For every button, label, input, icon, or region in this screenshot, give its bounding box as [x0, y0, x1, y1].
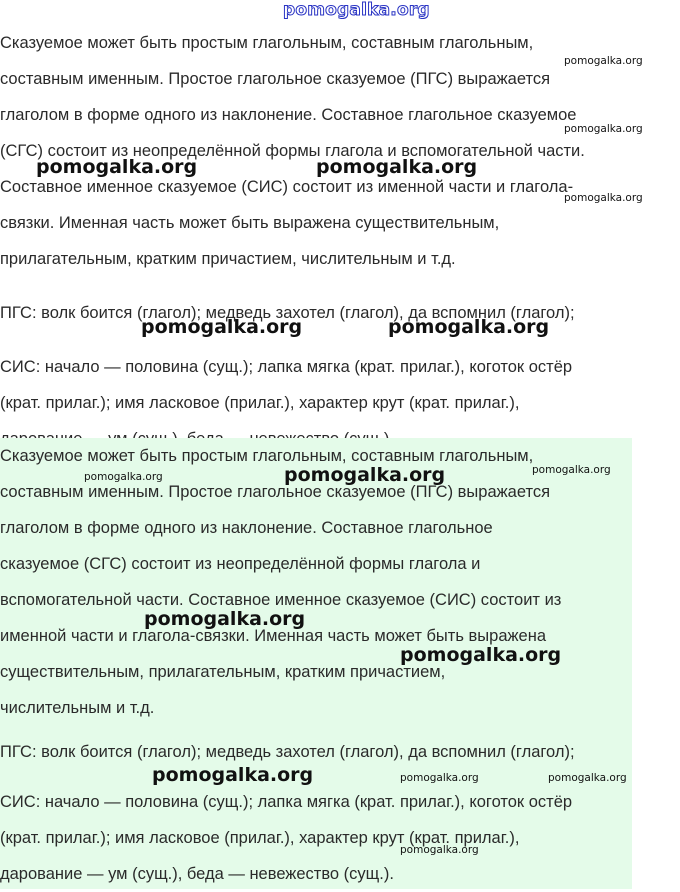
watermark: pomogalka.org [548, 772, 627, 784]
watermark: pomogalka.org [36, 156, 198, 178]
text-line: именной части и глагола-связки. Именная часть может быть выражена [0, 627, 547, 645]
watermark: pomogalka.org [141, 316, 303, 338]
watermark: pomogalka.org [564, 192, 643, 204]
text-line: дарование — ум (сущ.), беда — невежество (сущ.). [0, 865, 394, 883]
watermark: pomogalka.org [388, 316, 550, 338]
text-line: существительным, прилагательным, кратким причастием, [0, 663, 446, 681]
text-line: Сказуемое может быть простым глагольным, составным глагольным, [0, 34, 534, 52]
text-line: составным именным. Простое глагольное сказуемое (ПГС) выражается [0, 483, 551, 501]
text-line: СИС: начало — половина (сущ.); лапка мягка (крат. прилаг.), коготок остёр [0, 793, 573, 811]
text-line: Сказуемое может быть простым глагольным, составным глагольным, [0, 447, 534, 465]
text-line: прилагательным, кратким причастием, числительным и т.д. [0, 250, 456, 268]
watermark: pomogalka.org [532, 464, 611, 476]
text-line: глаголом в форме одного из наклонение. Составное глагольное [0, 519, 493, 537]
watermark: pomogalka.org [400, 772, 479, 784]
text-line: вспомогательной части. Составное именное сказуемое (СИС) состоит из [0, 591, 562, 609]
text-line: (СГС) состоит из неопределённой формы глагола и вспомогательной части. [0, 142, 585, 160]
text-line: составным именным. Простое глагольное сказуемое (ПГС) выражается [0, 70, 551, 88]
text-line: (крат. прилаг.); имя ласковое (прилаг.), характер крут (крат. прилаг.), [0, 829, 520, 847]
text-line: СИС: начало — половина (сущ.); лапка мягка (крат. прилаг.), коготок остёр [0, 358, 573, 376]
watermark: pomogalka.org [316, 156, 478, 178]
text-line: связки. Именная часть может быть выражена существительным, [0, 214, 500, 232]
watermark: pomogalka.org [400, 844, 479, 856]
site-logo[interactable]: pomogalka.org [283, 0, 430, 20]
watermark: pomogalka.org [84, 471, 163, 483]
text-line: глаголом в форме одного из наклонение. Составное глагольное сказуемое [0, 106, 577, 124]
watermark: pomogalka.org [400, 644, 562, 666]
text-line: ПГС: волк боится (глагол); медведь захотел (глагол), да вспомнил (глагол); [0, 304, 575, 322]
text-line: ПГС: волк боится (глагол); медведь захотел (глагол), да вспомнил (глагол); [0, 743, 575, 761]
answer-block-1 [0, 25, 680, 457]
watermark: pomogalka.org [564, 123, 643, 135]
text-line: Составное именное сказуемое (СИС) состоит из именной части и глагола- [0, 178, 574, 196]
text-line: сказуемое (СГС) состоит из неопределённой формы глагола и [0, 555, 481, 573]
watermark: pomogalka.org [564, 55, 643, 67]
watermark: pomogalka.org [152, 764, 314, 786]
watermark: pomogalka.org [284, 464, 446, 486]
text-line: (крат. прилаг.); имя ласковое (прилаг.), характер крут (крат. прилаг.), [0, 394, 520, 412]
watermark: pomogalka.org [144, 608, 306, 630]
text-line: числительным и т.д. [0, 699, 155, 717]
